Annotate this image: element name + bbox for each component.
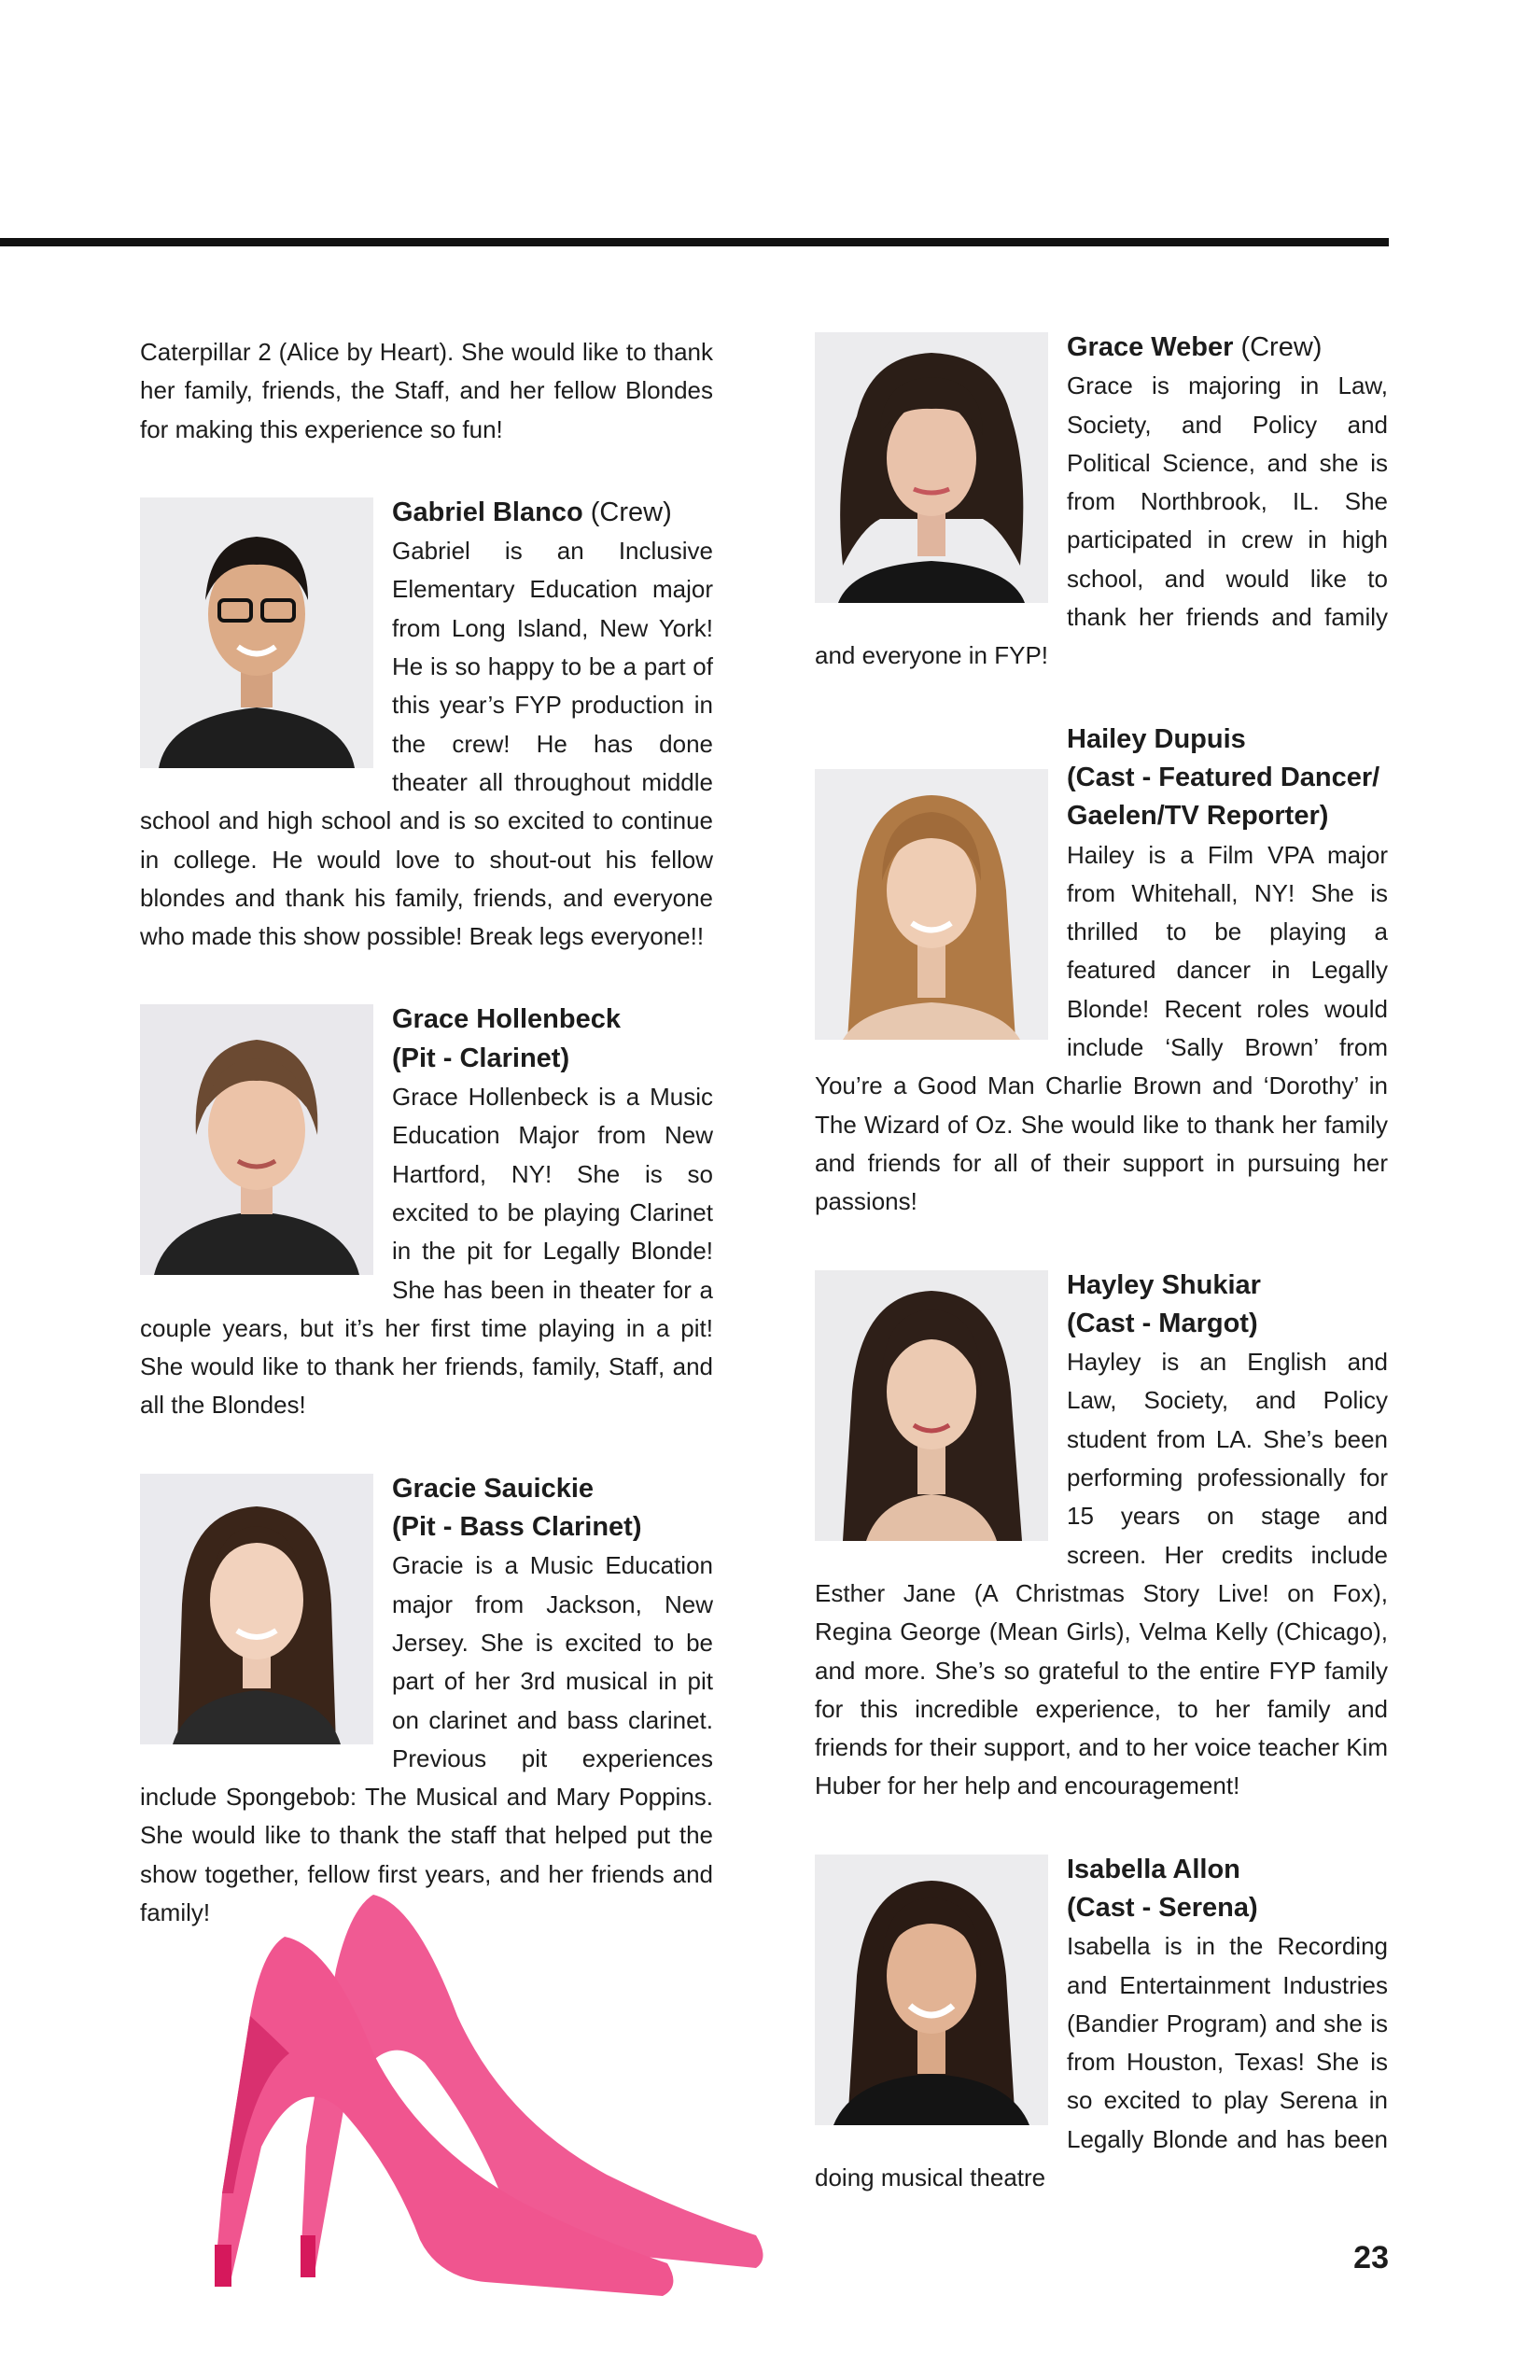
- headshot-illustration: [815, 1270, 1048, 1541]
- bio-entry-hayley-shukiar: [815, 1267, 1388, 1806]
- bio-entry-grace-weber: [815, 329, 1388, 676]
- person-name: Isabella Allon (Cast - Serena): [1067, 1854, 1258, 1923]
- bio-entry-hailey-dupuis: [815, 721, 1388, 1222]
- bio-text: Gabriel is an Inclusive Elementary Education major from Long Island, New York! He is so happy to be a part of this year’s FYP production in the crew! He has done theater all throughout middle school and high school and is so excited to continue in college. He would love to shout-out his fellow blondes and thank his family, friends, and everyone who made this show possible! Break legs everyone!!: [140, 537, 713, 951]
- headshot-illustration: [815, 1855, 1048, 2125]
- headshot-photo: [815, 1270, 1048, 1541]
- left-column: [140, 333, 713, 1932]
- bio-entry-grace-hollenbeck: [140, 1001, 713, 1424]
- intro-text: Caterpillar 2 (Alice by Heart). She would like to thank her family, friends, the Staff, and her fellow Blondes for making this experience so fun!: [140, 338, 713, 443]
- person-name: Gabriel Blanco (Crew): [392, 497, 672, 527]
- bio-text: Grace Hollenbeck is a Music Education Major from New Hartford, NY! She is so excited to be playing Clarinet in the pit for Legally Blonde! She has been in theater for a couple years, but it’s her first time playing in a pit! She would like to thank her friends, family, Staff, and all the Blondes!: [140, 1083, 713, 1420]
- bio-entry-gracie-sauickie: [140, 1470, 713, 1933]
- bio-text: Hailey is a Film VPA major from Whitehall, NY! She is thrilled to be playing a featured dancer in Legally Blonde! Recent roles would include ‘Sally Brown’ from You’re a Good Man Charlie Brown and ‘Dorothy’ in The Wizard of Oz. She would like to thank her family and friends for all of their support in pursuing her passions!: [815, 840, 1388, 1216]
- headshot-photo: [815, 1855, 1048, 2125]
- headshot-illustration: [140, 1004, 373, 1275]
- headshot-photo: [815, 332, 1048, 603]
- bio-text: Hayley is an English and Law, Society, and Policy student from LA. She’s been performing professionally for 15 years on stage and screen. Her credits include Esther Jane (A Christmas Story Live! on Fox), Regina George (Mean Girls), Velma Kelly (Chicago), and more. She’s so grateful to the entire FYP family for this incredible experience, to her family and friends for their support, and to her voice teacher Kim Huber for her help and encouragement!: [815, 1348, 1388, 1800]
- person-name: Grace Weber (Crew): [1067, 332, 1323, 362]
- person-name: Hailey Dupuis (Cast - Featured Dancer/ Gaelen/TV Reporter): [1067, 723, 1380, 832]
- headshot-illustration: [815, 769, 1048, 1040]
- headshot-photo: [140, 1004, 373, 1275]
- headshot-photo: [140, 497, 373, 768]
- headshot-photo: [815, 769, 1048, 1040]
- pink-high-heels-illustration: [196, 1867, 775, 2296]
- headshot-illustration: [815, 332, 1048, 603]
- header-rule: [0, 238, 1389, 246]
- bio-text: Gracie is a Music Education major from Jackson, New Jersey. She is excited to be part of her 3rd musical in pit on clarinet and bass clarinet. Previous pit experiences include Spongebob: The Musical and Mary Poppins. She would like to thank the staff that helped put the show together, fellow first years, and her friends and family!: [140, 1551, 713, 1926]
- bio-text: Isabella is in the Recording and Entertainment Industries (Bandier Program) and she is from Houston, Texas! She is so excited to play Serena in Legally Blonde and has been doing musical theatre: [815, 1932, 1388, 2192]
- page-number: 23: [1353, 2240, 1389, 2275]
- bio-entry-gabriel-blanco: [140, 494, 713, 957]
- bio-text: Grace is majoring in Law, Society, and Policy and Political Science, and she is from Northbrook, IL. She participated in crew in high school, and would like to thank her friends and family and everyone in FYP!: [815, 371, 1388, 670]
- bio-entry-isabella-allon: [815, 1851, 1388, 2198]
- headshot-illustration: [140, 1474, 373, 1744]
- person-name: Gracie Sauickie (Pit - Bass Clarinet): [392, 1473, 642, 1543]
- headshot-illustration: [140, 497, 373, 768]
- person-name: Hayley Shukiar (Cast - Margot): [1067, 1269, 1261, 1338]
- headshot-photo: [140, 1474, 373, 1744]
- person-name: Grace Hollenbeck (Pit - Clarinet): [392, 1004, 621, 1073]
- right-column: [815, 329, 1388, 2197]
